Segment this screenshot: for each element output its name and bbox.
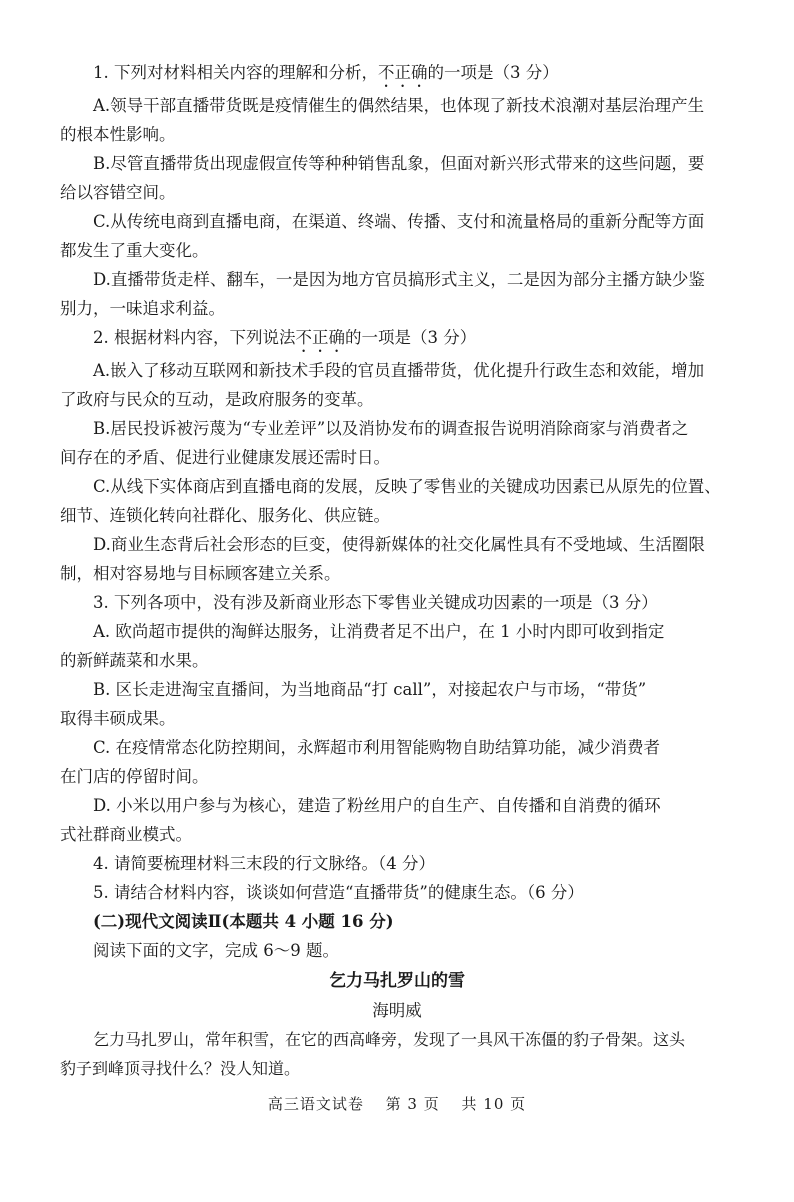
footer-exam-name: 高三语文试卷 xyxy=(267,1095,364,1113)
q2-option-c-line1: C.从线下实体商店到直播电商的发展，反映了零售业的关键成功因素已从原先的位置、 xyxy=(93,477,721,496)
q2-option-d-line2: 制，相对容易地与目标顾客建立关系。 xyxy=(60,564,341,583)
q1-stem xyxy=(60,58,734,91)
q1-emphasis: 不正确 xyxy=(378,63,428,82)
reading-instruction: 阅读下面的文字，完成 6～9 题。 xyxy=(93,941,339,960)
q4-stem: 4. 请简要梳理材料三末段的行文脉络。（4 分） xyxy=(93,854,435,873)
exam-page xyxy=(60,58,734,1083)
q3-option-a-line1: A. 欧尚超市提供的淘鲜达服务，让消费者足不出户，在 1 小时内即可收到指定 xyxy=(93,622,665,641)
story-title: 乞力马扎罗山的雪 xyxy=(329,971,465,991)
story-author: 海明威 xyxy=(372,1001,422,1020)
q3-option-b-line2: 取得丰硕成果。 xyxy=(60,709,176,728)
q3-option-c-line1: C. 在疫情常态化防控期间，永辉超市利用智能购物自助结算功能，减少消费者 xyxy=(93,738,661,757)
q1-option-d-line1: D.直播带货走样、翻车，一是因为地方官员搞形式主义，二是因为部分主播方缺少鉴 xyxy=(93,270,705,289)
q1-stem-score: 的一项是（3 分） xyxy=(427,63,559,82)
q3-option-d-line1: D. 小米以用户参与为核心，建造了粉丝用户的自生产、自传播和自消费的循环 xyxy=(93,796,661,815)
q1-option-b-line1: B.尽管直播带货出现虚假宣传等种种销售乱象，但面对新兴形式带来的这些问题，要 xyxy=(93,154,705,173)
section-heading: (二)现代文阅读Ⅱ(本题共 4 小题 16 分) xyxy=(93,912,394,931)
q2-option-c-line2: 细节、连锁化转向社群化、服务化、供应链。 xyxy=(60,506,390,525)
q1-option-a-line2: 的根本性影响。 xyxy=(60,125,176,144)
q2-stem-text: 2. 根据材料内容，下列说法 xyxy=(93,328,296,347)
q2-option-a-line1: A.嵌入了移动互联网和新技术手段的官员直播带货，优化提升行政生态和效能，增加 xyxy=(93,361,705,380)
q1-option-c-line1: C.从传统电商到直播电商，在渠道、终端、传播、支付和流量格局的重新分配等方面 xyxy=(93,212,705,231)
story-line-1: 乞力马扎罗山，常年积雪，在它的西高峰旁，发现了一具风干冻僵的豹子骨架。这头 xyxy=(93,1030,686,1049)
q1-option-d-line2: 别力，一味追求利益。 xyxy=(60,299,225,318)
q3-option-a-line2: 的新鲜蔬菜和水果。 xyxy=(60,651,209,670)
story-line-2: 豹子到峰顶寻找什么？没人知道。 xyxy=(60,1059,301,1078)
q3-option-d-line2: 式社群商业模式。 xyxy=(60,825,192,844)
q3-option-b-line1: B. 区长走进淘宝直播间，为当地商品“打 call”，对接起农户与市场，“带货” xyxy=(93,680,647,699)
q2-option-b-line2: 间存在的矛盾、促进行业健康发展还需时日。 xyxy=(60,448,390,467)
q2-stem-score: 的一项是（3 分） xyxy=(345,328,477,347)
q2-option-a-line2: 了政府与民众的互动，是政府服务的变革。 xyxy=(60,390,374,409)
q5-stem: 5. 请结合材料内容，谈谈如何营造“直播带货”的健康生态。（6 分） xyxy=(93,883,584,902)
footer-total-pages: 共 10 页 xyxy=(461,1095,527,1113)
footer-page-number: 第 3 页 xyxy=(385,1095,440,1113)
q2-emphasis: 不正确 xyxy=(295,328,345,347)
q3-option-c-line2: 在门店的停留时间。 xyxy=(60,767,209,786)
q1-option-a-line1: A.领导干部直播带货既是疫情催生的偶然结果，也体现了新技术浪潮对基层治理产生 xyxy=(93,96,705,115)
q1-stem-text: 1. 下列对材料相关内容的理解和分析， xyxy=(93,63,378,82)
q1-option-b-line2: 给以容错空间。 xyxy=(60,183,176,202)
page-footer xyxy=(0,1093,794,1114)
q1-option-c-line2: 都发生了重大变化。 xyxy=(60,241,209,260)
q3-stem: 3. 下列各项中，没有涉及新商业形态下零售业关键成功因素的一项是（3 分） xyxy=(93,593,658,612)
q2-option-d-line1: D.商业生态背后社会形态的巨变，使得新媒体的社交化属性具有不受地域、生活圈限 xyxy=(93,535,705,554)
q2-stem xyxy=(60,323,734,356)
q2-option-b-line1: B.居民投诉被污蔑为“专业差评”以及消协发布的调查报告说明消除商家与消费者之 xyxy=(93,419,689,438)
